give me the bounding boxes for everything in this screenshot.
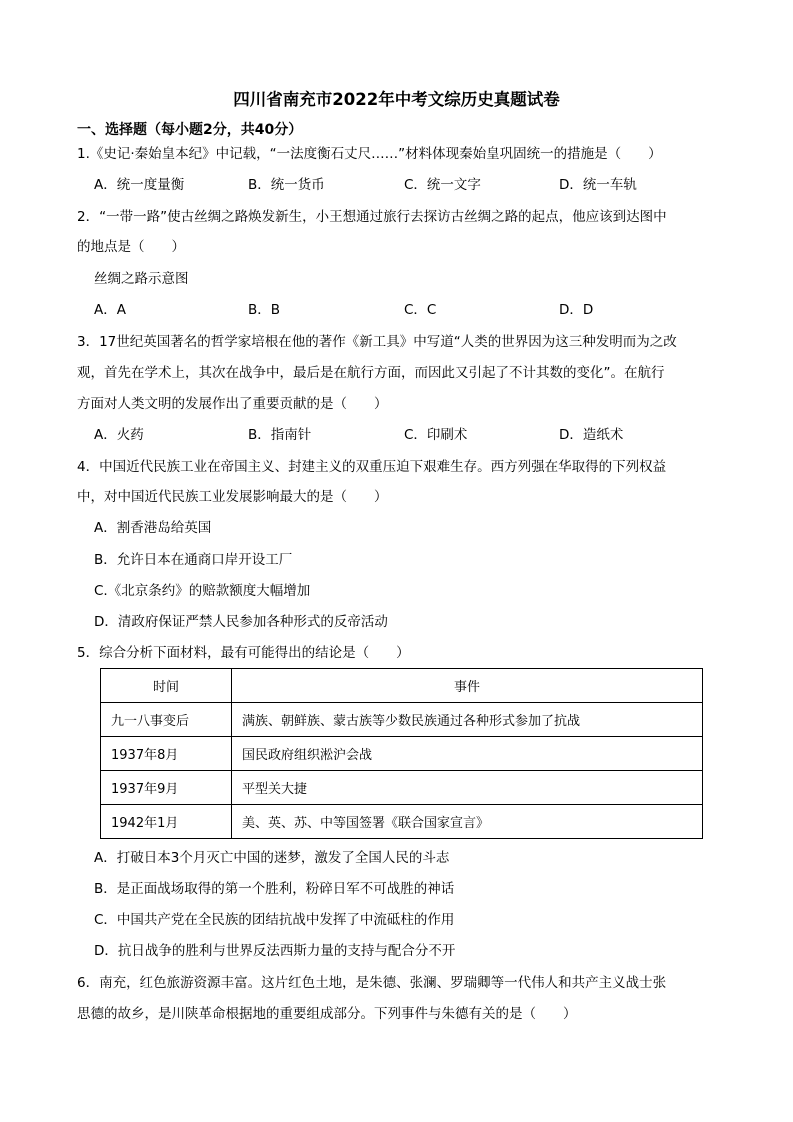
question-3-option-d[interactable]: D．造纸术 bbox=[559, 427, 624, 443]
section-heading: 一、选择题（每小题2分，共40分） bbox=[77, 122, 303, 138]
table-header-event: 事件 bbox=[232, 669, 703, 703]
question-4-stem-line2: 中，对中国近代民族工业发展影响最大的是（ ） bbox=[77, 489, 388, 505]
table-row bbox=[101, 737, 703, 771]
table-cell-event: 平型关大捷 bbox=[232, 771, 703, 805]
question-2-option-d[interactable]: D．D bbox=[559, 302, 594, 318]
question-3-stem-line2: 观，首先在学术上，其次在战争中，最后是在航行方面，而因此又引起了不计其数的变化”。在航行 bbox=[77, 365, 665, 381]
question-5-option-c[interactable]: C．中国共产党在全民族的团结抗战中发挥了中流砥柱的作用 bbox=[94, 912, 455, 928]
question-3-option-a[interactable]: A．火药 bbox=[94, 427, 144, 443]
question-4-option-c[interactable]: C.《北京条约》的赔款额度大幅增加 bbox=[94, 583, 311, 599]
table-header-time: 时间 bbox=[101, 669, 232, 703]
question-2-stem-line2: 的地点是（ ） bbox=[77, 239, 185, 255]
table-cell-time: 1937年9月 bbox=[101, 771, 232, 805]
question-3-stem-line1: 3．17世纪英国著名的哲学家培根在他的著作《新工具》中写道“人类的世界因为这三种发明而为之改 bbox=[77, 334, 677, 350]
question-2-stem-line1: 2．“一带一路”使古丝绸之路焕发新生，小王想通过旅行去探访古丝绸之路的起点，他应该到达图中 bbox=[77, 209, 667, 225]
table-cell-event: 国民政府组织淞沪会战 bbox=[232, 737, 703, 771]
question-1-option-c[interactable]: C．统一文字 bbox=[404, 177, 481, 193]
table-cell-event: 美、英、苏、中等国签署《联合国家宣言》 bbox=[232, 805, 703, 839]
question-1-option-d[interactable]: D．统一车轨 bbox=[559, 177, 637, 193]
question-2-option-a[interactable]: A．A bbox=[94, 302, 126, 318]
question-4-option-d[interactable]: D．清政府保证严禁人民参加各种形式的反帝活动 bbox=[94, 614, 388, 630]
table-cell-time: 1937年8月 bbox=[101, 737, 232, 771]
table-row bbox=[101, 703, 703, 737]
question-2-option-b[interactable]: B．B bbox=[248, 302, 281, 318]
table-row bbox=[101, 771, 703, 805]
question-3-option-b[interactable]: B．指南针 bbox=[248, 427, 312, 443]
question-2-option-c[interactable]: C．C bbox=[404, 302, 437, 318]
exam-title: 四川省南充市2022年中考文综历史真题试卷 bbox=[233, 90, 560, 109]
question-5-table bbox=[100, 668, 703, 839]
question-3-option-c[interactable]: C．印刷术 bbox=[404, 427, 468, 443]
table-cell-time: 1942年1月 bbox=[101, 805, 232, 839]
question-2-figure-caption: 丝绸之路示意图 bbox=[94, 271, 189, 287]
question-5-option-d[interactable]: D．抗日战争的胜利与世界反法西斯力量的支持与配合分不开 bbox=[94, 943, 456, 959]
question-5-option-b[interactable]: B．是正面战场取得的第一个胜利，粉碎日军不可战胜的神话 bbox=[94, 881, 455, 897]
table-row bbox=[101, 805, 703, 839]
question-5-stem: 5．综合分析下面材料，最有可能得出的结论是（ ） bbox=[77, 645, 410, 661]
question-6-stem-line2: 思德的故乡，是川陕革命根据地的重要组成部分。下列事件与朱德有关的是（ ） bbox=[77, 1006, 577, 1022]
table-cell-event: 满族、朝鲜族、蒙古族等少数民族通过各种形式参加了抗战 bbox=[232, 703, 703, 737]
question-4-option-a[interactable]: A．割香港岛给英国 bbox=[94, 520, 212, 536]
question-3-stem-line3: 方面对人类文明的发展作出了重要贡献的是（ ） bbox=[77, 396, 388, 412]
question-4-option-b[interactable]: B．允许日本在通商口岸开设工厂 bbox=[94, 552, 293, 568]
table-cell-time: 九一八事变后 bbox=[101, 703, 232, 737]
question-5-option-a[interactable]: A．打破日本3个月灭亡中国的迷梦，激发了全国人民的斗志 bbox=[94, 850, 450, 866]
question-1-stem: 1.《史记·秦始皇本纪》中记载，“一法度衡石丈尺……”材料体现秦始皇巩固统一的措施是（ ） bbox=[77, 146, 662, 162]
table-header-row bbox=[101, 669, 703, 703]
question-1-option-a[interactable]: A．统一度量衡 bbox=[94, 177, 185, 193]
question-1-option-b[interactable]: B．统一货币 bbox=[248, 177, 325, 193]
question-6-stem-line1: 6．南充，红色旅游资源丰富。这片红色土地，是朱德、张澜、罗瑞卿等一代伟人和共产主义战士张 bbox=[77, 975, 667, 991]
question-4-stem-line1: 4．中国近代民族工业在帝国主义、封建主义的双重压迫下艰难生存。西方列强在华取得的下列权益 bbox=[77, 459, 667, 475]
